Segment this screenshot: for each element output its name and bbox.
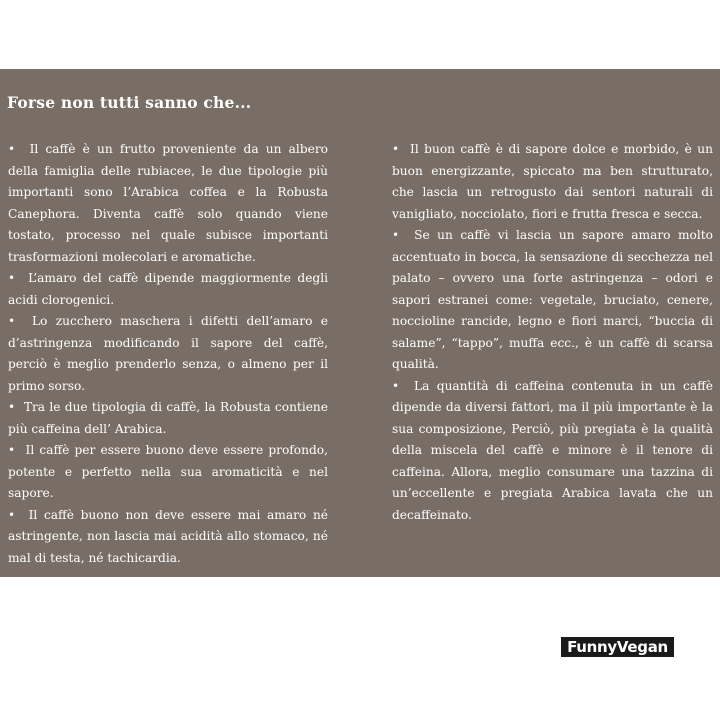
list-item: • Se un caffè vi lascia un sapore amaro molto accentuato in bocca, la sensazione di secchezza nel palato – ovvero una forte astringenza – odori e sapori estranei come: vegetale, bruciato, cenere, noccioline rancide, legno e fiori marci, “buccia di salame”, “tappo”, muffa ecc., è un caffè di scarsa qualità. (392, 225, 713, 376)
list-item: • Il caffè per essere buono deve essere profondo, potente e perfetto nella sua aromaticità e nel sapore. (8, 440, 328, 505)
list-item: • Il caffè buono non deve essere mai amaro né astringente, non lascia mai acidità allo stomaco, né mal di testa, né tachicardia. (8, 505, 328, 570)
page-title: Forse non tutti sanno che... (7, 93, 252, 112)
list-item: • Il buon caffè è di sapore dolce e morbido, è un buon energizzante, spiccato ma ben strutturato, che lascia un retrogusto dai sentori naturali di vanigliato, nocciolato, fiori e frutta fresca e secca. (392, 139, 713, 225)
list-item: • La quantità di caffeina contenuta in un caffè dipende da diversi fattori, ma il più importante è la sua composizione, Perciò, più pregiata è la qualità della miscela del caffè e minore è il tenore di caffeina. Allora, meglio consumare una tazzina di un’eccellente e pregiata Arabica lavata che un decaffeinato. (392, 376, 713, 527)
list-item: • Tra le due tipologia di caffè, la Robusta contiene più caffeina dell’ Arabica. (8, 397, 328, 440)
list-item: • L’amaro del caffè dipende maggiormente degli acidi clorogenici. (8, 268, 328, 311)
left-column (8, 139, 328, 569)
info-panel (0, 69, 720, 577)
list-item: • Lo zucchero maschera i difetti dell’amaro e d’astringenza modificando il sapore del caffè, perciò è meglio prenderlo senza, o almeno per il primo sorso. (8, 311, 328, 397)
funnyvegan-logo: FunnyVegan (561, 637, 674, 657)
list-item: • Il caffè è un frutto proveniente da un albero della famiglia delle rubiacee, le due tipologie più importanti sono l’Arabica coffea e la Robusta Canephora. Diventa caffè solo quando viene tostato, processo nel quale subisce importanti trasformazioni molecolari e aromatiche. (8, 139, 328, 268)
right-column (392, 139, 713, 526)
